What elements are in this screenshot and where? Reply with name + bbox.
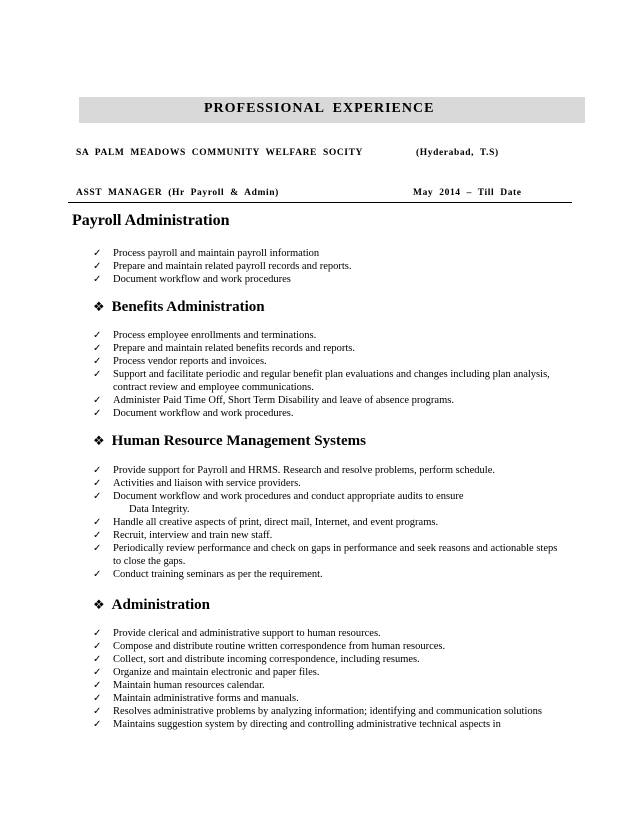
list-item-text: Provide clerical and administrative support to human resources. (113, 628, 381, 639)
check-icon: ✓ (93, 517, 102, 528)
list-item (93, 260, 563, 273)
list-item-text: Compose and distribute routine written correspondence from human resources. (113, 641, 446, 652)
list-item (93, 705, 563, 718)
employer-location: (Hyderabad, T.S) (416, 148, 499, 158)
payroll-list (93, 247, 563, 286)
list-item (93, 490, 563, 516)
list-item-continuation: Data Integrity. (129, 504, 190, 515)
check-icon: ✓ (93, 641, 102, 652)
list-item-text: Recruit, interview and train new staff. (113, 530, 273, 541)
list-item (93, 407, 563, 420)
section-title: PROFESSIONAL EXPERIENCE (204, 101, 435, 116)
list-item-text: Document workflow and work procedures. (113, 408, 294, 419)
benefits-heading-row (93, 299, 265, 316)
diamond-bullet-icon: ❖ (93, 434, 105, 449)
list-item-text: Maintains suggestion system by directing and controlling administrative technical aspects in (113, 719, 501, 730)
list-item (93, 666, 563, 679)
check-icon: ✓ (93, 569, 102, 580)
check-icon: ✓ (93, 693, 102, 704)
role-title: ASST MANAGER (Hr Payroll & Admin) (76, 188, 279, 198)
check-icon: ✓ (93, 491, 102, 502)
diamond-bullet-icon: ❖ (93, 300, 105, 315)
list-item-text: Prepare and maintain related benefits records and reports. (113, 343, 355, 354)
list-item-text: Organize and maintain electronic and paper files. (113, 667, 320, 678)
check-icon: ✓ (93, 530, 102, 541)
check-icon: ✓ (93, 369, 102, 380)
check-icon: ✓ (93, 330, 102, 341)
check-icon: ✓ (93, 628, 102, 639)
list-item (93, 477, 563, 490)
admin-heading-row (93, 597, 210, 614)
employer-row (76, 148, 500, 158)
check-icon: ✓ (93, 654, 102, 665)
divider (68, 202, 572, 203)
list-item (93, 355, 563, 368)
list-item (93, 516, 563, 529)
list-item-text: Resolves administrative problems by analyzing information; identifying and communication solutions (113, 706, 542, 717)
admin-list (93, 627, 563, 731)
admin-heading: Administration (111, 597, 210, 613)
list-item (93, 692, 563, 705)
list-item-text: Activities and liaison with service providers. (113, 478, 301, 489)
list-item-text: Document workflow and work procedures and conduct appropriate audits to ensure (113, 491, 464, 502)
list-item (93, 368, 563, 394)
list-item (93, 273, 563, 286)
role-dates: May 2014 – Till Date (413, 188, 522, 198)
list-item (93, 653, 563, 666)
list-item-text: Provide support for Payroll and HRMS. Research and resolve problems, perform schedule. (113, 465, 495, 476)
hrms-heading-row (93, 433, 366, 450)
list-item-text: Administer Paid Time Off, Short Term Disability and leave of absence programs. (113, 395, 454, 406)
list-item (93, 718, 563, 731)
check-icon: ✓ (93, 274, 102, 285)
check-icon: ✓ (93, 543, 102, 554)
check-icon: ✓ (93, 719, 102, 730)
check-icon: ✓ (93, 680, 102, 691)
list-item-text: Support and facilitate periodic and regular benefit plan evaluations and changes including plan analysis, contract review and employee communications. (113, 369, 550, 393)
list-item-text: Maintain human resources calendar. (113, 680, 265, 691)
list-item-text: Prepare and maintain related payroll records and reports. (113, 261, 352, 272)
list-item (93, 640, 563, 653)
check-icon: ✓ (93, 343, 102, 354)
list-item-text: Process payroll and maintain payroll information (113, 248, 320, 259)
list-item-text: Handle all creative aspects of print, direct mail, Internet, and event programs. (113, 517, 439, 528)
benefits-list (93, 329, 563, 420)
list-item-text: Maintain administrative forms and manuals. (113, 693, 299, 704)
list-item (93, 568, 563, 581)
list-item (93, 529, 563, 542)
list-item-text: Collect, sort and distribute incoming correspondence, including resumes. (113, 654, 420, 665)
list-item (93, 247, 563, 260)
list-item (93, 542, 563, 568)
check-icon: ✓ (93, 706, 102, 717)
diamond-bullet-icon: ❖ (93, 598, 105, 613)
check-icon: ✓ (93, 465, 102, 476)
list-item-text: Conduct training seminars as per the requirement. (113, 569, 323, 580)
list-item (93, 329, 563, 342)
list-item (93, 679, 563, 692)
check-icon: ✓ (93, 408, 102, 419)
list-item (93, 627, 563, 640)
list-item-text: Process employee enrollments and terminations. (113, 330, 317, 341)
list-item (93, 464, 563, 477)
list-item-text: Process vendor reports and invoices. (113, 356, 267, 367)
list-item-text: Periodically review performance and check on gaps in performance and seek reasons and actionable steps to close the gaps. (113, 543, 558, 567)
hrms-heading: Human Resource Management Systems (111, 433, 366, 449)
check-icon: ✓ (93, 395, 102, 406)
benefits-heading: Benefits Administration (111, 299, 265, 315)
payroll-heading: Payroll Administration (72, 212, 230, 229)
list-item-text: Document workflow and work procedures (113, 274, 291, 285)
check-icon: ✓ (93, 356, 102, 367)
hrms-list (93, 464, 563, 581)
check-icon: ✓ (93, 667, 102, 678)
list-item (93, 394, 563, 407)
check-icon: ✓ (93, 261, 102, 272)
employer-name: SA PALM MEADOWS COMMUNITY WELFARE SOCITY (76, 148, 363, 158)
list-item (93, 342, 563, 355)
check-icon: ✓ (93, 478, 102, 489)
check-icon: ✓ (93, 248, 102, 259)
role-row (76, 188, 522, 198)
section-banner (79, 97, 585, 123)
